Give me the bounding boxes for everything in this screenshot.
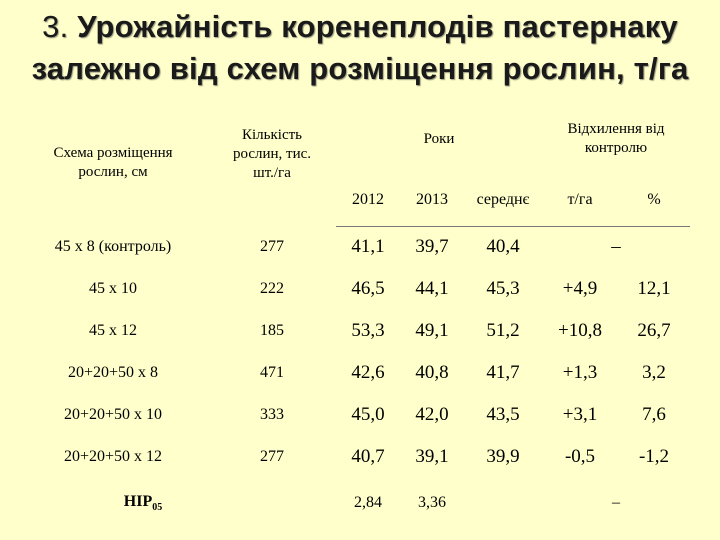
title-number: 3. <box>42 9 69 44</box>
row-scheme: 20+20+50 х 10 <box>63 406 163 423</box>
row-plant-count: 222 <box>260 280 284 297</box>
row-scheme: 20+20+50 х 8 <box>67 364 159 381</box>
lsd-deviation: – <box>612 494 620 511</box>
table-row <box>18 310 690 352</box>
row-plant-count: 471 <box>260 364 284 381</box>
header-deviation: Відхилення від контролю <box>567 121 665 156</box>
row-yield-2012: 40,7 <box>351 446 385 467</box>
row-yield-2012: 42,6 <box>351 362 385 383</box>
header-scheme: Схема розміщення рослин, см <box>53 145 173 180</box>
header-average: середнє <box>464 174 542 226</box>
row-yield-average: 51,2 <box>486 320 520 341</box>
row-deviation-t-ha: +1,3 <box>562 362 598 383</box>
header-deviation-percent: % <box>618 174 690 226</box>
row-yield-2013: 39,1 <box>415 446 449 467</box>
yield-table <box>18 100 690 528</box>
row-yield-2012: 46,5 <box>351 278 385 299</box>
row-deviation-t-ha: -0,5 <box>564 446 596 467</box>
lsd-empty-cell <box>208 478 336 528</box>
row-yield-average: 41,7 <box>486 362 520 383</box>
lsd-value-2013: 3,36 <box>418 494 446 511</box>
lsd-row <box>18 478 690 528</box>
row-deviation-percent: 3,2 <box>642 362 666 383</box>
slide-title <box>0 6 720 90</box>
row-scheme: 45 х 12 <box>89 322 137 339</box>
header-year-2012: 2012 <box>336 174 400 226</box>
lsd-label <box>18 478 208 528</box>
title-line-1-text: Урожайність коренеплодів пастернаку <box>77 9 678 44</box>
row-plant-count: 277 <box>260 448 284 465</box>
row-plant-count: 277 <box>260 238 284 255</box>
header-row-1 <box>18 100 690 174</box>
row-deviation-t-ha: +3,1 <box>562 404 598 425</box>
row-yield-average: 43,5 <box>486 404 520 425</box>
lsd-label-text: НІР <box>123 493 153 510</box>
row-yield-2012: 53,3 <box>351 320 385 341</box>
row-yield-average: 45,3 <box>486 278 520 299</box>
lsd-empty-average <box>464 478 542 528</box>
title-line-2: залежно від схем розміщення рослин, т/га <box>31 51 689 86</box>
row-yield-average: 40,4 <box>486 236 520 258</box>
row-yield-2013: 39,7 <box>415 236 449 258</box>
row-yield-2013: 42,0 <box>415 404 449 425</box>
row-yield-2013: 49,1 <box>415 320 449 341</box>
row-scheme: 45 х 8 (контроль) <box>54 238 172 255</box>
title-line-1 <box>0 6 720 48</box>
row-yield-2013: 44,1 <box>415 278 449 299</box>
table-row <box>18 352 690 394</box>
lsd-label-subscript: 05 <box>152 502 163 513</box>
row-yield-2012: 41,1 <box>351 236 385 258</box>
table-row <box>18 226 690 268</box>
header-deviation-t-ha: т/га <box>542 174 618 226</box>
row-yield-2012: 45,0 <box>351 404 385 425</box>
table-row <box>18 394 690 436</box>
row-deviation: – <box>611 236 621 258</box>
row-yield-average: 39,9 <box>486 446 520 467</box>
header-plant-count: Кількість рослин, тис. шт./га <box>232 126 312 181</box>
row-deviation-percent: 26,7 <box>637 320 671 341</box>
table-row <box>18 436 690 478</box>
row-deviation-t-ha: +10,8 <box>558 320 602 341</box>
row-deviation-percent: -1,2 <box>638 446 670 467</box>
row-plant-count: 333 <box>260 406 284 423</box>
lsd-value-2012: 2,84 <box>354 494 382 511</box>
row-scheme: 20+20+50 х 12 <box>63 448 163 465</box>
row-plant-count: 185 <box>260 322 284 339</box>
header-year-2013: 2013 <box>400 174 464 226</box>
header-years: Роки <box>423 131 455 147</box>
row-deviation-percent: 7,6 <box>642 404 666 425</box>
row-scheme: 45 х 10 <box>89 280 137 297</box>
table-row <box>18 268 690 310</box>
row-yield-2013: 40,8 <box>415 362 449 383</box>
row-deviation-t-ha: +4,9 <box>562 278 598 299</box>
row-deviation-percent: 12,1 <box>637 278 671 299</box>
